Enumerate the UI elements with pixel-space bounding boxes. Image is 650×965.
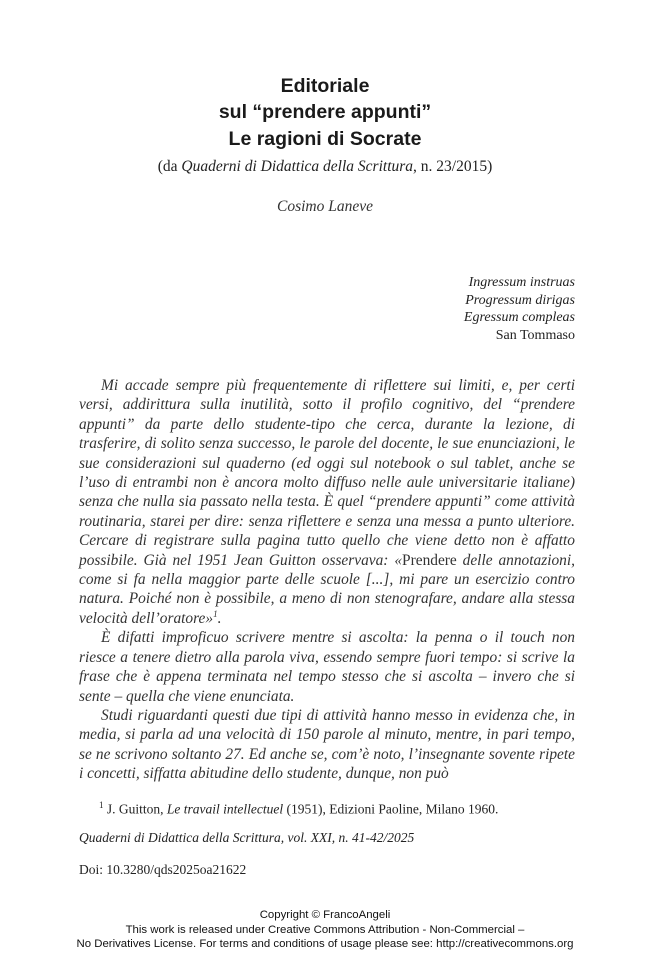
title-line-3: Le ragioni di Socrate (228, 128, 422, 150)
license-link-line[interactable]: No Derivatives License. For terms and conditions of usage please see: http://creativecommons.org (76, 938, 574, 950)
copyright-line: Copyright © FrancoAngeli (259, 909, 391, 921)
footnote-ref[interactable]: 1 (213, 608, 218, 619)
source-suffix: , n. 23/2015) (413, 158, 493, 175)
source-prefix: (da (157, 158, 182, 175)
paragraph-1-text: Mi accade sempre più frequentemente di riflettere sui limiti, e, per certi versi, addirittura sulla inutilità, sotto il profilo cognitivo, del “prendere appunti” da parte dello studente-tipo che cerca, durante la lezione, di trasferire, di solito senza successo, le parole del docente, le sue enunciazioni, le sue considerazioni sul quaderno (ed oggi sul notebook o sul tablet, anche se l’uso di entrambi non è ancora molto diffuso nelle aule universitarie italiane) senza che nulla sia passato nella testa. È quel “prendere appunti” come attività routinaria, starei per dire: senza riflettere e senza una messa a punto ulteriore. Cercare di registrare sulla pagina tutto quello che viene detto non è affatto possibile. Già nel 1951 Jean Guitton osservava: « (79, 377, 575, 569)
paragraph-1 (79, 376, 575, 628)
epigraph-line: Ingressum instruas (468, 275, 575, 290)
doi[interactable]: Doi: 10.3280/qds2025oa21622 (79, 862, 247, 877)
license-notice (0, 908, 650, 952)
journal-info: Quaderni di Didattica della Scrittura, vol. XXI, n. 41-42/2025 (79, 830, 415, 845)
quote-start-word: Prendere (402, 551, 457, 569)
epigraph-line: Egressum compleas (463, 310, 575, 325)
footnote-book-title: Le travail intellectuel (166, 801, 284, 817)
footnote-suffix: (1951), Edizioni Paoline, Milano 1960. (283, 801, 499, 817)
footnote (99, 800, 498, 818)
epigraph (464, 274, 575, 344)
title-line-1: Editoriale (280, 75, 370, 97)
source-journal: Quaderni di Didattica della Scrittura (181, 158, 414, 175)
source-citation (0, 158, 650, 176)
license-line: This work is released under Creative Commons Attribution - Non-Commercial – (125, 923, 525, 936)
paragraph-2: È difatti improficuo scrivere mentre si ascolta: la penna o il touch non riesce a tenere dietro alla parola viva, essendo sempre fuori tempo: si scrive la frase che è appena terminata nel tempo stesso che si ascolta – invero che si sente – quella che viene enunciata. (79, 629, 575, 705)
paragraph-1-quote: delle annotazioni, come si fa nella maggior parte delle scuole [...], mi pare un esercizio contro natura. Poiché non è possibile, a meno di non stenografare, andare alla stessa velocità dell’oratore» (79, 551, 576, 627)
epigraph-line: Progressum dirigas (465, 292, 575, 308)
author-name: Cosimo Laneve (276, 198, 373, 215)
title-line-2: sul “prendere appunti” (218, 101, 432, 123)
epigraph-attribution: San Tommaso (495, 327, 575, 343)
footnote-number: 1 (99, 800, 104, 810)
article-body (79, 376, 575, 784)
paragraph-1-end: . (217, 609, 222, 627)
footnote-prefix: J. Guitton, (103, 801, 167, 817)
paragraph-3: Studi riguardanti questi due tipi di attività hanno messo in evidenza che, in media, si parla ad una velocità di 150 parole al minuto, mentre, in pari tempo, se ne scrivono soltanto 27. Ed anche se, com’è noto, l’insegnante sovente ripete i concetti, siffatta abitudine dello studente, dunque, non può (79, 706, 575, 783)
